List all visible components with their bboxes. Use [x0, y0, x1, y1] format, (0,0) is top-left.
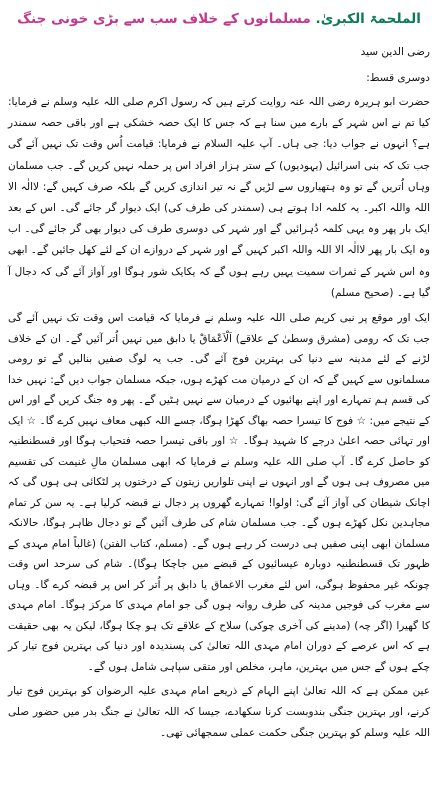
body-paragraph-1: حضرت ابو ہریرہ رضی اللہ عنہ روایت کرتے ہیں کہ رسول اکرم صلی اللہ علیہ وسلم نے فرمایا: کیا تم نے اس شہر کے بارے میں سنا ہے کہ جس کا ایک حصہ خشکی ہے اور باقی حصہ سمندر ہے؟ انہوں نے جواب دیا: جی ہاں۔ آپ علیہ السلام نے فرمایا: قیامت اُس وقت تک نہیں آئے گی جب تک کہ بنی اسرائیل (یہودیوں) کے ستر ہزار افراد اس پر حملہ نہیں کریں گے۔ جب مسلمان وہاں اُتریں گے تو وہ ہتھیاروں سے لڑیں گے نہ تیر اندازی کریں گے بلکہ صرف کہیں گے: لاالٰہ الا اللہ واللہ اکبر۔ یہ کلمہ ادا ہوتے ہی (سمندر کی طرف کی) ایک دیوار گر جائے گی۔ اس کے بعد ایک بار پھر وہ یہی کلمہ دُہرائیں گے اور شہر کی دوسری طرف کی دیوار بھی گر جائے گی۔ اب وہ ایک بار پھر لاالٰہ الا اللہ واللہ اکبر کہیں گے اور شہر کے دروازے ان کے لئے کھل جائیں گے۔ ابھی وہ اس شہر کے ثمرات سمیت یہیں رہے ہوں گے کہ یکایک شور ہوگا اور آواز آئے گی کہ دجال آ گیا ہے۔ (صحیح مسلم) [8, 96, 430, 299]
body-paragraph-3: عین ممکن ہے کہ اللہ تعالیٰ اپنے الہام کے ذریعے امام مہدی علیہ الرضوان کو بہترین فوج تیار کرنے، اور بہترین جنگی بندوبست کرنا سکھادے، جیسا کہ اللہ تعالیٰ نے جنگ بدر میں حضور صلی اللہ علیہ وسلم کو بہترین جنگی حکمت عملی سمجھائی تھی۔ [8, 685, 430, 740]
article-title-secondary: مسلمانوں کے خلاف سب سے بڑی خونی جنگ [17, 11, 311, 27]
author-name: رضی الدین سید [360, 46, 430, 58]
article-title [8, 8, 430, 30]
article-title-primary: الملحمۃ الکبریٰ. [315, 11, 421, 27]
article-meta [8, 44, 430, 86]
installment-label: دوسری قسط: [366, 72, 430, 84]
body-paragraph-2: ایک اور موقع پر نبی کریم صلی اللہ علیہ وسلم نے فرمایا کہ قیامت اس وقت تک نہیں آئے گی جب تک کہ رومی (مشرق وسطیٰ کے علاقے) اَلْاَعْمَاقْ یا دابق میں نہیں اُتر آئیں گے۔ ان کے خلاف لڑنے کے لئے مدینہ سے دنیا کی بہترین فوج آئے گی۔ جب یہ لوگ صفیں بنالیں گے تو رومی مسلمانوں سے کہیں گے کہ ان کے درمیان مت کھڑے ہوں، جبکہ مسلمان جواب دیں گے: نہیں خدا کی قسم ہم تمہارے اور اپنے بھائیوں کے درمیان سے نہیں ہٹیں گے۔ پھر وہ جنگ کریں گے اور اس کے نتیجے میں: ☆ فوج کا تیسرا حصہ بھاگ کھڑا ہوگا، جسے اللہ کبھی معاف نہیں کرے گا۔ ☆ ایک اور تہائی حصہ اعلیٰ درجے کا شہید ہوگا۔ ☆ اور باقی تیسرا حصہ فتحیاب ہوگا اور قسطنطنیہ کو حاصل کرے گا۔ آپ صلی اللہ علیہ وسلم نے فرمایا کہ ابھی مسلمان مالِ غنیمت کی تقسیم میں مصروف ہی ہوں گے اور انہوں نے اپنی تلواریں زیتون کے درختوں پر لٹکائی ہی ہوں گی کہ اچانک شیطان کی آواز آئے گی: اولوا! تمہارے گھروں پر دجال نے قبضہ کرلیا ہے۔ یہ سن کر تمام مجاہدین نکل کھڑے ہوں گے۔ جب مسلمان شام کی طرف آئیں گے تو دجال ظاہر ہوگا، حالانکہ مسلمان ابھی اپنی صفیں ہی درست کر رہے ہوں گے۔ (مسلم، کتاب الفتن) (غالباً امام مہدی کے ظہور تک قسطنطنیہ دوبارہ عیسائیوں کے قبضے میں جاچکا ہوگا)۔ شام کی سرحد اس وقت چونکہ غیر محفوظ ہوگی، اس لئے مغرب الاعماق یا دابق پر اُتر کر اس پر قبضہ کرے گا۔ وہاں سے مغرب کی فوجیں مدینہ کی طرف روانہ ہوں گی جو امام مہدی کا مرکز ہوگا۔ امام مہدی کا گھیرا (اگر چہ) (مدینے کی آخری چوکی) سلاح کے علاقے تک ہو چکا ہوگا، لیکن یہ بھی حقیقت ہے کہ اس عرصے کے دوران امام مہدی اللہ تعالیٰ کی پسندیدہ اور دنیا کی بہترین فوج تیار کر چکے ہوں گے جس میں بہترین، ماہر، مخلص اور متقی سپاہی شامل ہوں گے۔ [8, 312, 430, 673]
